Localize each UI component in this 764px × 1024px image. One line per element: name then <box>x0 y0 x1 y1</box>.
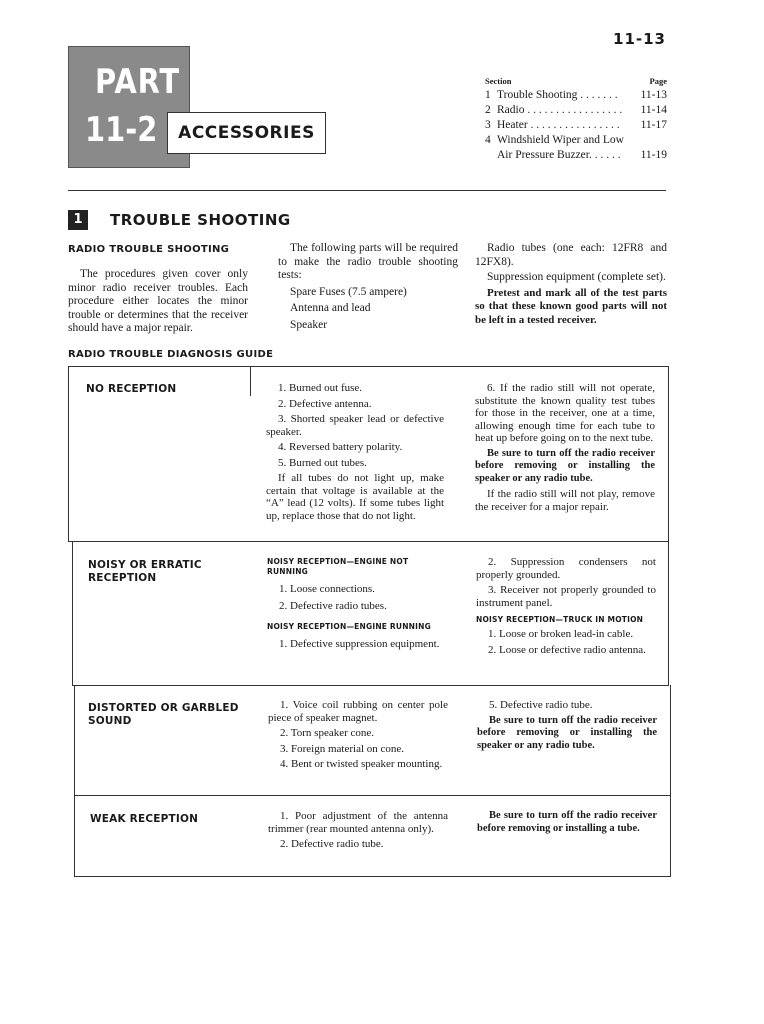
row-divider <box>74 795 670 796</box>
table-right-rule <box>670 685 671 877</box>
parts-item: Antenna and lead <box>290 302 371 314</box>
row-divider <box>72 685 668 686</box>
toc-item[interactable]: Air Pressure Buzzer. . . . . . 11-19 <box>497 149 667 161</box>
table-bottom-rule <box>74 876 670 877</box>
page-number: 11-13 <box>613 30 666 48</box>
table-divider <box>250 366 251 396</box>
toc-item[interactable]: 4 Windshield Wiper and Low <box>485 134 624 146</box>
toc-page-label: Page <box>649 76 667 86</box>
table-right-rule <box>668 541 669 686</box>
row-causes: 1. Voice coil rubbing on center pole piece of speaker magnet. 2. Torn speaker cone. 3. Foreign material on cone. 4. Bent or twisted speaker mounting. <box>268 699 448 770</box>
intro-col-3: Radio tubes (one each: 12FR8 and 12FX8). Suppression equipment (complete set). Pretest and mark all of the test parts so that these known good parts will not be left in a tested receiver. <box>475 242 667 326</box>
row-causes: 1. Poor adjustment of the antenna trimmer (rear mounted antenna only). 2. Defective radio tube. <box>268 810 448 850</box>
row-causes: 1. Burned out fuse. 2. Defective antenna. 3. Shorted speaker lead or defective speaker. 4. Reversed battery polarity. 5. Burned out tubes. If all tubes do not light up, make certain that voltage is available at the “A” lead (12 volts). If some tubes light up, replace those that do not light. <box>266 382 444 522</box>
section-title: TROUBLE SHOOTING <box>110 211 291 229</box>
row-divider <box>68 541 668 542</box>
intro-col-2: The following parts will be required to make the radio trouble shooting tests: Spare Fuses (7.5 ampere) Antenna and lead Speaker <box>278 242 458 331</box>
row-causes: NOISY RECEPTION—ENGINE NOT RUNNING 1. Loose connections. 2. Defective radio tubes. NOISY RECEPTION—ENGINE RUNNING 1. Defective suppression equipment. <box>267 557 440 650</box>
row-remedies: 2. Suppression condensers not properly grounded. 3. Receiver not properly grounded to instrument panel. NOISY RECEPTION—TRUCK IN MOTION 1. Loose or broken lead-in cable. 2. Loose or defective radio antenna. <box>476 556 656 656</box>
intro-col-1: The procedures given cover only minor radio receiver troubles. Each procedure either locates the minor trouble or determines that the receiver should have a major repair. <box>68 268 248 334</box>
table-left-rule <box>72 541 73 686</box>
row-remedies: 6. If the radio still will not operate, substitute the known quality test tubes for those in the receiver, one at a time, allowing enough time for each tube to heat up before going on to the next tube. Be sure to turn off the radio receiver before removing or installing the speaker or any radio tube. If the radio still will not play, remove the receiver for a major repair. <box>475 382 655 513</box>
table-of-contents <box>485 76 667 163</box>
row-title: DISTORTED OR GARBLED SOUND <box>88 702 239 727</box>
part-number: 11-2 <box>85 110 158 150</box>
guide-heading: RADIO TROUBLE DIAGNOSIS GUIDE <box>68 349 274 360</box>
toc-item[interactable]: 2 Radio . . . . . . . . . . . . . . . . . 11-14 <box>485 104 667 116</box>
toc-item[interactable]: 3 Heater . . . . . . . . . . . . . . . . 11-17 <box>485 119 667 131</box>
parts-item: Speaker <box>290 318 328 331</box>
toc-section-label: Section <box>485 76 512 86</box>
header-rule <box>68 190 666 191</box>
row-title: NO RECEPTION <box>86 383 177 395</box>
part-title: ACCESSORIES <box>167 112 326 154</box>
intro-heading: RADIO TROUBLE SHOOTING <box>68 244 230 255</box>
row-remedies: 5. Defective radio tube. Be sure to turn off the radio receiver before removing or installing the speaker or any radio tube. <box>477 699 657 751</box>
table-right-rule <box>668 366 669 541</box>
parts-item: Spare Fuses (7.5 ampere) <box>290 285 407 298</box>
toc-item[interactable]: 1 Trouble Shooting . . . . . . . 11-13 <box>485 89 667 101</box>
row-title: NOISY OR ERRATIC RECEPTION <box>88 559 202 584</box>
row-remedies: Be sure to turn off the radio receiver before removing or installing a tube. <box>477 810 657 834</box>
part-word: PART <box>95 62 180 102</box>
row-title: WEAK RECEPTION <box>90 813 199 825</box>
table-left-rule <box>74 685 75 877</box>
section-number-badge: 1 <box>68 210 88 230</box>
table-top-rule <box>68 366 668 367</box>
table-left-rule <box>68 366 69 541</box>
